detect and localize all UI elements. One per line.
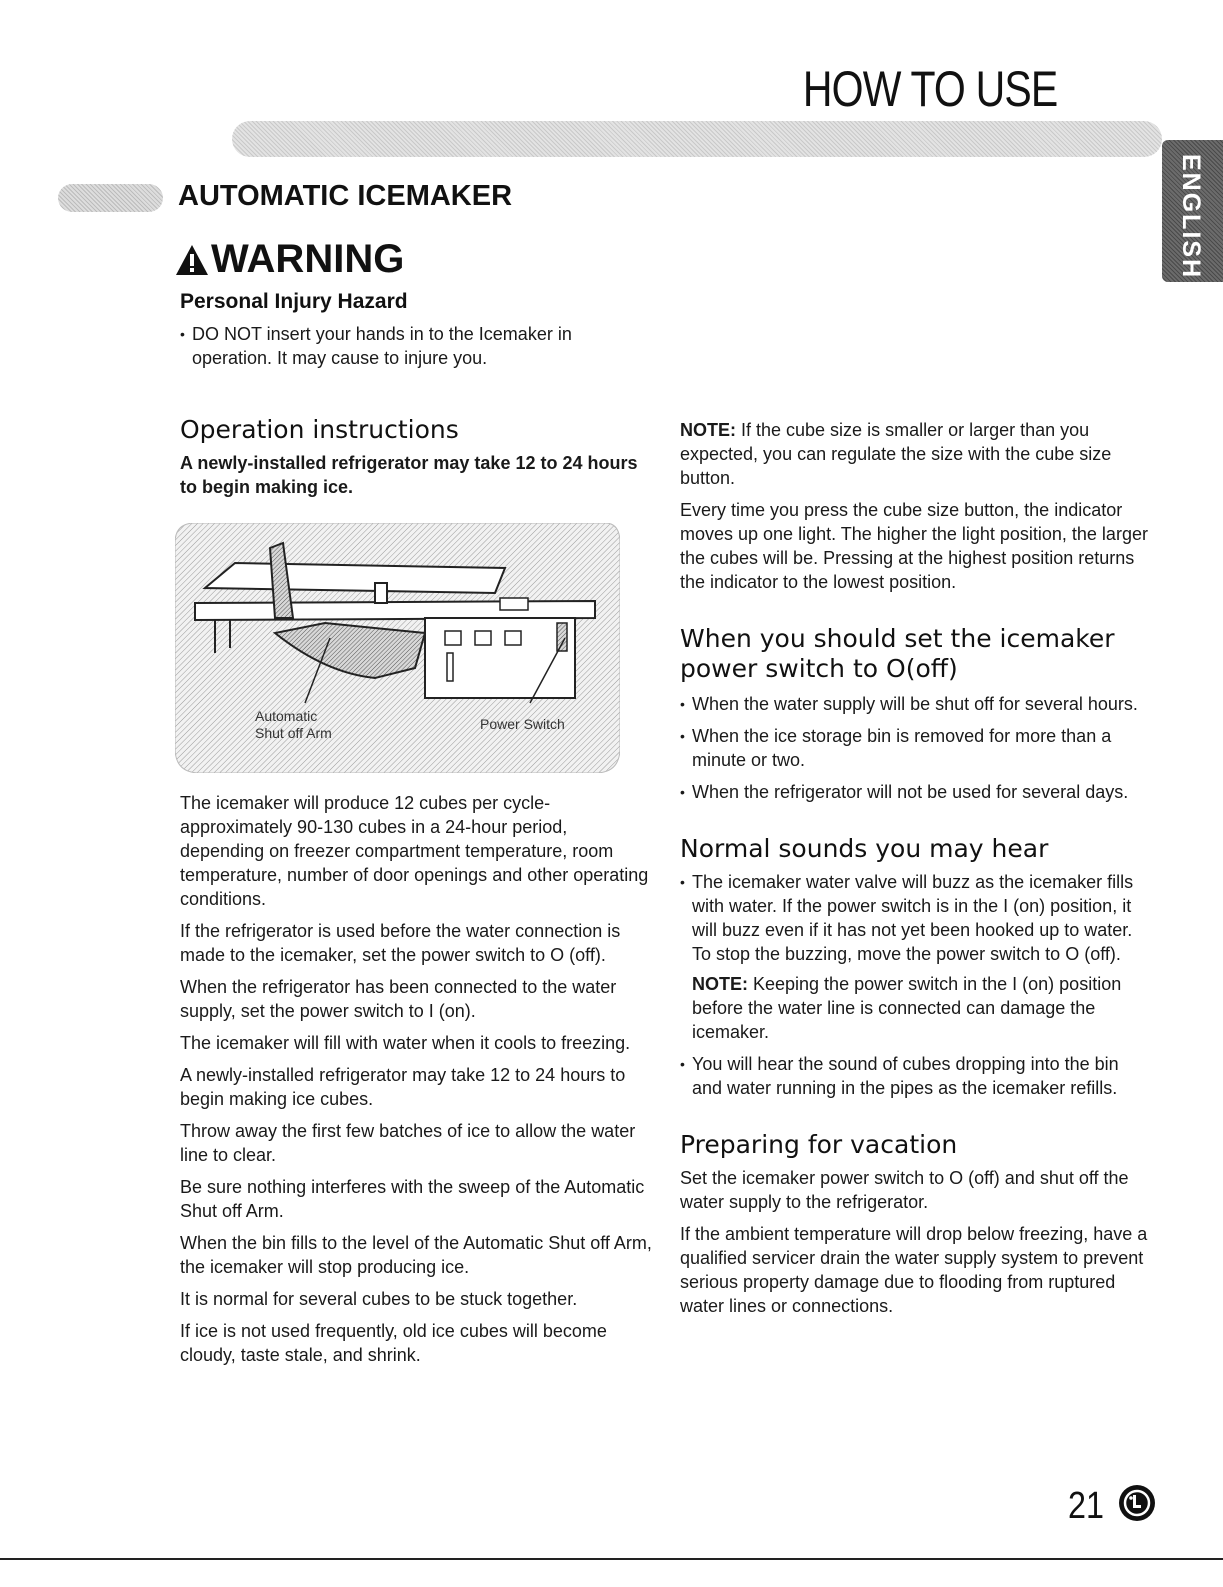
warning-heading (175, 237, 404, 282)
sounds-bullet: • You will hear the sound of cubes dropping into the bin and water running in the pipes as the icemaker refills. (680, 1052, 1150, 1100)
hazard-text: • DO NOT insert your hands in to the Icemaker in operation. It may cause to injure you. (180, 322, 640, 370)
header-divider-bar (232, 121, 1162, 157)
page-header-title: HOW TO USE (802, 61, 1057, 117)
icemaker-illustration (175, 523, 620, 773)
operation-paragraph: A newly-installed refrigerator may take 12 to 24 hours to begin making ice cubes. (180, 1065, 626, 1109)
operation-paragraph: If the refrigerator is used before the water connection is made to the icemaker, set the power switch to O (off). (180, 921, 621, 965)
right-column (680, 418, 1150, 1326)
vacation-paragraph: If the ambient temperature will drop below freezing, have a qualified servicer drain the water supply system to prevent serious property damage due to flooding from ruptured water lines or connections. (680, 1224, 1148, 1316)
sounds-note-text: Keeping the power switch in the I (on) position before the water line is connected can damage the icemaker. (692, 974, 1122, 1042)
left-column (180, 415, 655, 1375)
sounds-bullet-extra: To stop the buzzing, move the power switch to O (off). (692, 944, 1121, 964)
sounds-note-label: NOTE: (692, 974, 748, 994)
power-off-bullet: • When the refrigerator will not be used for several days. (680, 780, 1150, 804)
cube-size-note (680, 418, 1150, 490)
operation-title: Operation instructions (180, 415, 459, 444)
sounds-note (692, 972, 1150, 1044)
note-text: If the cube size is smaller or larger than you expected, you can regulate the size with the cube size button. (680, 420, 1112, 488)
footer-rule (0, 1558, 1223, 1560)
power-off-bullet: • When the ice storage bin is removed for more than a minute or two. (680, 724, 1150, 772)
power-off-bullet: • When the water supply will be shut off for several hours. (680, 692, 1150, 716)
operation-paragraph: When the refrigerator has been connected to the water supply, set the power switch to I (on). (180, 977, 617, 1021)
hazard-title: Personal Injury Hazard (180, 290, 408, 313)
operation-lead: A newly-installed refrigerator may take 12 to 24 hours to begin making ice. (180, 453, 638, 497)
cube-size-followup: Every time you press the cube size button, the indicator moves up one light. The higher the light position, the larger the cubes will be. Pressing at the highest position returns the indicator to the lowest position. (680, 500, 1148, 592)
section-marker (58, 184, 163, 212)
power-switch-label: Power Switch (480, 716, 565, 732)
operation-paragraph: The icemaker will produce 12 cubes per cycle-approximately 90-130 cubes in a 24-hour period, depending on freezer compartment temperature, room temperature, number of door openings and other operating conditions. (180, 793, 649, 909)
language-tab-label: ENGLISH (1177, 154, 1205, 280)
vacation-paragraph: Set the icemaker power switch to O (off) and shut off the water supply to the refrigerator. (680, 1168, 1129, 1212)
page-number: 21 (1068, 1485, 1104, 1527)
warning-triangle-icon (175, 244, 209, 276)
sounds-bullet-text: The icemaker water valve will buzz as the icemaker fills with water. If the power switch is in the I (on) position, it will buzz even if it has not yet been hooked up to water. (692, 872, 1134, 940)
note-label: NOTE: (680, 420, 736, 440)
icemaker-figure (175, 523, 620, 773)
operation-paragraph: If ice is not used frequently, old ice cubes will become cloudy, taste stale, and shrink. (180, 1321, 607, 1365)
vacation-title: Preparing for vacation (680, 1130, 958, 1159)
automatic-shut-off-arm-label: Automatic Shut off Arm (255, 708, 332, 741)
operation-paragraph: Throw away the first few batches of ice to allow the water line to clear. (180, 1121, 636, 1165)
sounds-title: Normal sounds you may hear (680, 834, 1049, 863)
sounds-bullet (680, 870, 1150, 1044)
operation-paragraph: It is normal for several cubes to be stuck together. (180, 1289, 578, 1309)
power-off-title: When you should set the icemaker power switch to O(off) (680, 624, 1115, 683)
operation-paragraph: Be sure nothing interferes with the sweep of the Automatic Shut off Arm. (180, 1177, 645, 1221)
language-tab (1162, 140, 1223, 282)
lg-logo-icon (1118, 1484, 1156, 1522)
operation-paragraph: The icemaker will fill with water when it cools to freezing. (180, 1033, 631, 1053)
operation-paragraph: When the bin fills to the level of the Automatic Shut off Arm, the icemaker will stop producing ice. (180, 1233, 652, 1277)
section-title: AUTOMATIC ICEMAKER (178, 180, 513, 212)
warning-title: WARNING (211, 237, 405, 281)
